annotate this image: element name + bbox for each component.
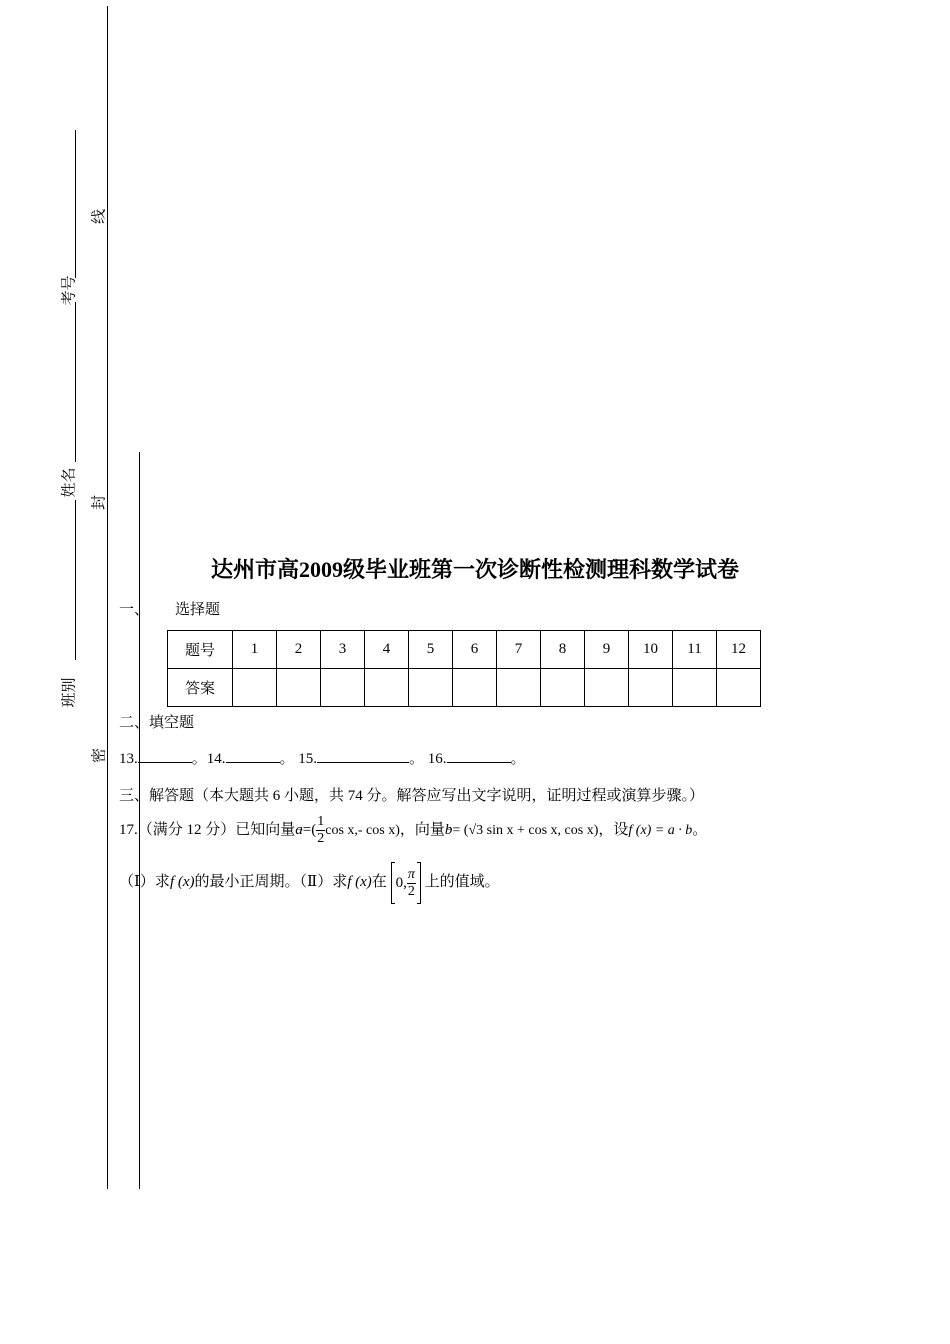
pi-over-two-fraction — [407, 867, 416, 900]
part1-label: （Ⅰ）求 — [119, 874, 170, 890]
feng-label: 封 — [91, 495, 108, 511]
question-number-cell: 2 — [277, 631, 321, 669]
q17-mid: ，向量 — [399, 822, 445, 838]
exam-no-underline — [75, 130, 76, 278]
interval-left: 0, — [395, 874, 407, 891]
answer-cell[interactable] — [409, 669, 453, 707]
answer-cell[interactable] — [629, 669, 673, 707]
in-label: 在 — [371, 874, 387, 890]
pi-denominator: 2 — [407, 883, 415, 899]
section1-heading — [119, 598, 220, 619]
q17-statement — [119, 812, 707, 849]
vector-b: → b — [445, 822, 453, 838]
fx-1: f (x) — [169, 874, 195, 890]
q17-intro: 17.（满分 12 分）已知向量 — [119, 822, 296, 838]
question-number-cell: 7 — [497, 631, 541, 669]
fraction-denominator: 2 — [317, 831, 325, 847]
vector-b-expr: = (√3 sin x + cos x, cos x) — [452, 823, 599, 838]
q17-set: ，设 — [598, 822, 629, 838]
answer-cell[interactable] — [717, 669, 761, 707]
mi-label: 密 — [91, 748, 108, 764]
section2-heading: 二、填空题 — [119, 715, 195, 731]
q15-blank[interactable] — [317, 748, 409, 763]
answer-table — [167, 630, 761, 707]
section1-number: 一、 — [119, 602, 150, 618]
question-number-cell: 8 — [541, 631, 585, 669]
part1-rest: 的最小正周期。（Ⅱ）求 — [194, 874, 348, 890]
class-label: 班别 — [61, 677, 78, 708]
question-number-cell: 9 — [585, 631, 629, 669]
q15-label: 。 15. — [279, 751, 318, 767]
xian-label: 线 — [91, 209, 108, 225]
q16-end: 。 — [510, 751, 526, 767]
question-number-cell: 11 — [673, 631, 717, 669]
q13-label: 13. — [119, 751, 138, 767]
binding-outer-line — [107, 6, 108, 1189]
q14-label: 。14. — [191, 751, 226, 767]
part2-rest: 上的值域。 — [424, 874, 500, 890]
question-number-cell: 12 — [717, 631, 761, 669]
answer-cell[interactable] — [233, 669, 277, 707]
answer-cell[interactable] — [497, 669, 541, 707]
fx-2: f (x) — [347, 874, 372, 890]
question-number-cell: 3 — [321, 631, 365, 669]
question-number-cell: 4 — [365, 631, 409, 669]
interval-bracket — [391, 863, 421, 903]
vector-a: → a — [295, 822, 303, 838]
f-definition: f (x) = a · b — [628, 823, 693, 838]
q16-label: 。 16. — [409, 751, 447, 767]
section1-label: 选择题 — [175, 602, 221, 618]
vector-a-rest: cos x,- cos x) — [325, 823, 400, 838]
vector-a-eq: =( — [302, 822, 317, 838]
number-row-header: 题号 — [168, 631, 233, 669]
answer-table-number-row — [168, 631, 761, 669]
question-number-cell: 10 — [629, 631, 673, 669]
page-title: 达州市高2009级毕业班第一次诊断性检测理科数学试卷 — [210, 557, 739, 582]
name-label: 姓名 — [61, 467, 78, 498]
answer-cell[interactable] — [365, 669, 409, 707]
fraction-numerator: 1 — [317, 814, 325, 830]
answer-cell[interactable] — [673, 669, 717, 707]
answer-row-header: 答案 — [168, 669, 233, 707]
answer-cell[interactable] — [453, 669, 497, 707]
question-number-cell: 5 — [409, 631, 453, 669]
q16-blank[interactable] — [447, 748, 511, 763]
name-underline — [75, 302, 76, 462]
one-half-fraction — [316, 814, 325, 847]
answer-cell[interactable] — [541, 669, 585, 707]
question-number-cell: 6 — [453, 631, 497, 669]
pi-numerator: π — [407, 866, 415, 882]
q17-parts — [119, 860, 500, 904]
q13-blank[interactable] — [138, 748, 192, 763]
fill-blank-line — [119, 747, 526, 768]
answer-cell[interactable] — [321, 669, 365, 707]
answer-cell[interactable] — [277, 669, 321, 707]
question-number-cell: 1 — [233, 631, 277, 669]
exam-no-label: 考号 — [61, 275, 78, 306]
section3-heading: 三、解答题（本大题共 6 小题，共 74 分。解答应写出文字说明，证明过程或演算步骤。） — [119, 788, 705, 804]
answer-cell[interactable] — [585, 669, 629, 707]
q14-blank[interactable] — [226, 748, 280, 763]
answer-table-answer-row — [168, 669, 761, 707]
q17-end: 。 — [692, 822, 708, 838]
